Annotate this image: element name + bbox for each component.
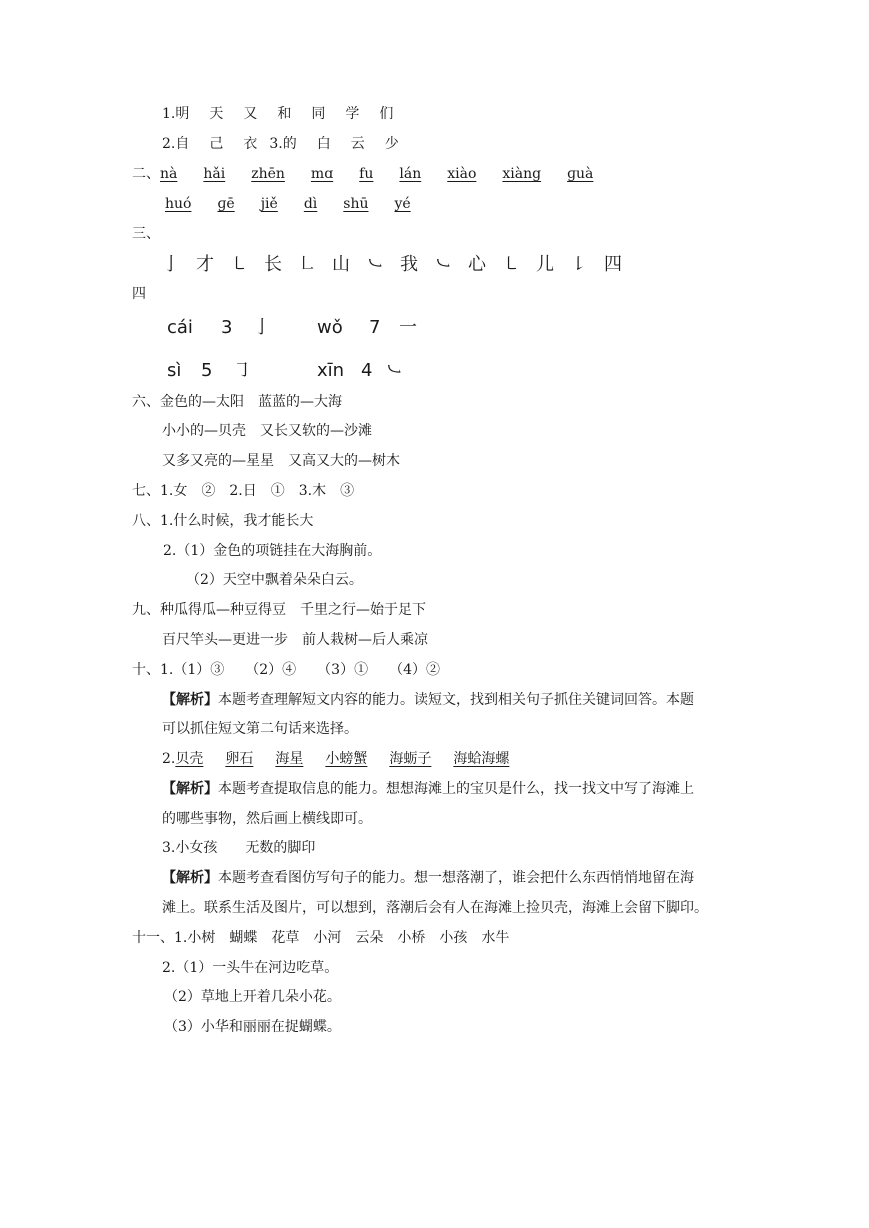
s10-q3: 3.小女孩 无数的脚印 [162,840,316,856]
s9-line2: 百尺竿头—更进一步 前人栽树—后人乘凉 [162,632,428,648]
s11-line3: （2）草地上开着几朵小花。 [164,989,341,1005]
s11-line1: 十一、1.小树 蝴蝶 花草 小河 云朵 小桥 小孩 水牛 [132,930,510,946]
s6-line1: 六、金色的—太阳 蓝蓝的—大海 [132,394,342,410]
s6-line3: 又多又亮的—星星 又高又大的—树木 [162,453,400,469]
s10-analysis2-b: 的哪些事物，然后画上横线即可。 [162,811,372,827]
s6-line2: 小小的—贝壳 又长又软的—沙滩 [162,423,372,439]
s3-label: 三、 [132,226,160,242]
s10-line1: 十、1.（1）③ （2）④ （3）① （4）② [132,662,440,678]
s1-line2: 2.自 己 衣 3.的 白 云 少 [162,136,399,152]
s8-line2: 2.（1）金色的项链挂在大海胸前。 [163,543,382,559]
s10-analysis2-a: 【解析】本题考查提取信息的能力。想想海滩上的宝贝是什么，找一找文中写了海滩上 [162,781,694,797]
s4-row2: sì 5 ㇆ xīn 4 ㇃ [167,360,403,381]
s10-analysis1-b: 可以抓住短文第二句话来选择。 [162,721,358,737]
s11-line4: （3）小华和丽丽在捉蝴蝶。 [164,1019,341,1035]
s7-line: 七、1.女 ② 2.日 ① 3.木 ③ [132,483,355,499]
s4-label: 四 [132,286,146,302]
s8-line1: 八、1.什么时候，我才能长大 [132,513,314,529]
s4-row1: cái 3 亅 wǒ 7 一 [167,317,417,338]
s3-strokes: 亅 才 ㇄ 长 ㇗ 山 ㇃ 我 ㇃ 心 ㇄ 儿 ㇙ 四 [162,254,622,275]
s8-line3: （2）天空中飘着朵朵白云。 [186,572,363,588]
s2-row1: 二、nà hǎi zhēn mɑ fu lán xiào xiàng ɡuà [132,166,594,182]
s10-analysis1-a: 【解析】本题考查理解短文内容的能力。读短文，找到相关句子抓住关键词回答。本题 [162,692,694,708]
s10-q2: 2.贝壳 卵石 海星 小螃蟹 海蛎子 海蛤海螺 [162,751,510,767]
s10-analysis3-b: 滩上。联系生活及图片，可以想到，落潮后会有人在海滩上捡贝壳，海滩上会留下脚印。 [162,900,708,916]
s2-row2: huó ɡē jiě dì shū yé [165,196,411,212]
s1-line1: 1.明 天 又 和 同 学 们 [162,106,394,122]
s10-analysis3-a: 【解析】本题考查看图仿写句子的能力。想一想落潮了，谁会把什么东西悄悄地留在海 [162,870,694,886]
s9-line1: 九、种瓜得瓜—种豆得豆 千里之行—始于足下 [132,602,426,618]
s11-line2: 2.（1）一头牛在河边吃草。 [162,960,339,976]
